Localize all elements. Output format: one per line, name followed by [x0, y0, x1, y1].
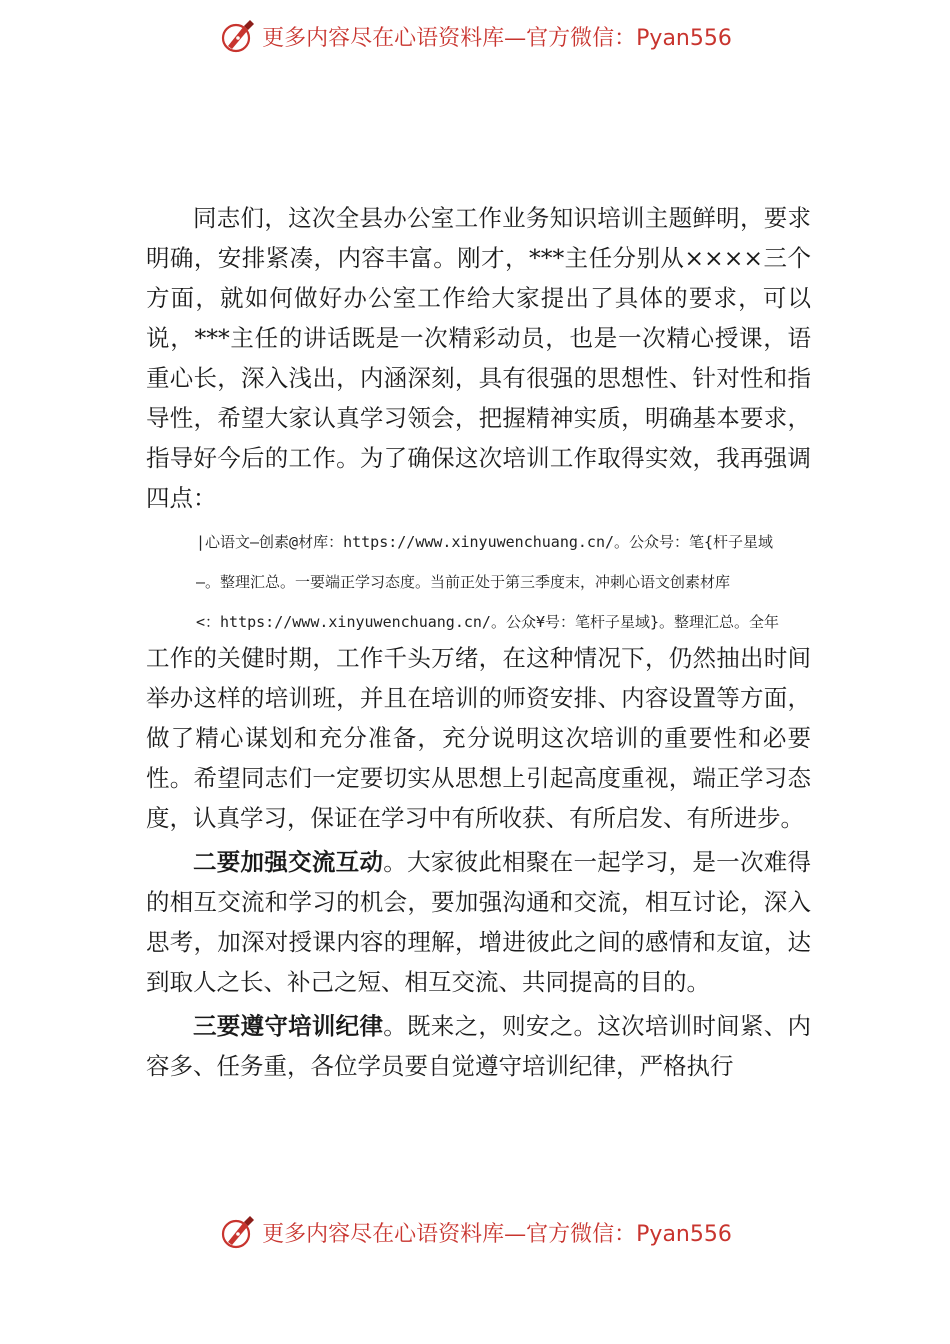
header-banner-text: 更多内容尽在心语资料库—官方微信：Pyan556: [262, 25, 732, 51]
paragraph-discipline: [146, 1006, 811, 1086]
heading-exchange: 二要加强交流互动: [193, 848, 384, 876]
pen-nib-logo-icon: [218, 1212, 258, 1252]
footer-banner-text: 更多内容尽在心语资料库—官方微信：Pyan556: [262, 1221, 732, 1247]
inserted-line-2: —。整理汇总。一要端正学习态度。当前正处于第三季度末，冲刺心语文创素材库: [196, 573, 731, 591]
paragraph-study-attitude: 工作的关健时期，工作千头万绪，在这种情况下，仍然抽出时间举办这样的培训班，并且在培训的师资安排、内容设置等方面，做了精心谋划和充分准备，充分说明这次培训的重要性和必要性。希望同志们一定要切实从思想上引起高度重视，端正学习态度，认真学习，保证在学习中有所收获、有所启发、有所进步。: [146, 644, 811, 832]
pen-nib-logo-icon: [218, 16, 258, 56]
document-body: [146, 198, 811, 1086]
footer-banner: [0, 1210, 950, 1254]
paragraph-exchange: [146, 842, 811, 1002]
text-exchange: 。大家彼此相聚在一起学习，是一次难得的相互交流和学习的机会，要加强沟通和交流，相互讨论，深入思考，加深对授课内容的理解，增进彼此之间的感情和友谊，达到取人之长、补己之短、相互交流、共同提高的目的。: [146, 848, 812, 996]
inserted-line-3: <：https://www.xinyuwenchuang.cn/。公众¥号：笔杆子星域}。整理汇总。全年: [196, 613, 780, 631]
paragraph-intro: 同志们，这次全县办公室工作业务知识培训主题鲜明，要求明确，安排紧凑，内容丰富。刚才，***主任分别从××××三个方面，就如何做好办公室工作给大家提出了具体的要求，可以说，***主任的讲话既是一次精彩动员，也是一次精心授课，语重心长，深入浅出，内涵深刻，具有很强的思想性、针对性和指导性，希望大家认真学习领会，把握精神实质，明确基本要求，指导好今后的工作。为了确保这次培训工作取得实效，我再强调四点：: [146, 204, 811, 512]
text-discipline: 。既来之，则安之。这次培训时间紧、内容多、任务重，各位学员要自觉遵守培训纪律，严格执行: [146, 1012, 812, 1080]
inserted-line-1: |心语文—创素@材库：https://www.xinyuwenchuang.cn/。公众号：笔{杆子星域: [196, 533, 774, 551]
header-banner: [0, 14, 950, 58]
heading-discipline: 三要遵守培训纪律: [193, 1012, 384, 1040]
